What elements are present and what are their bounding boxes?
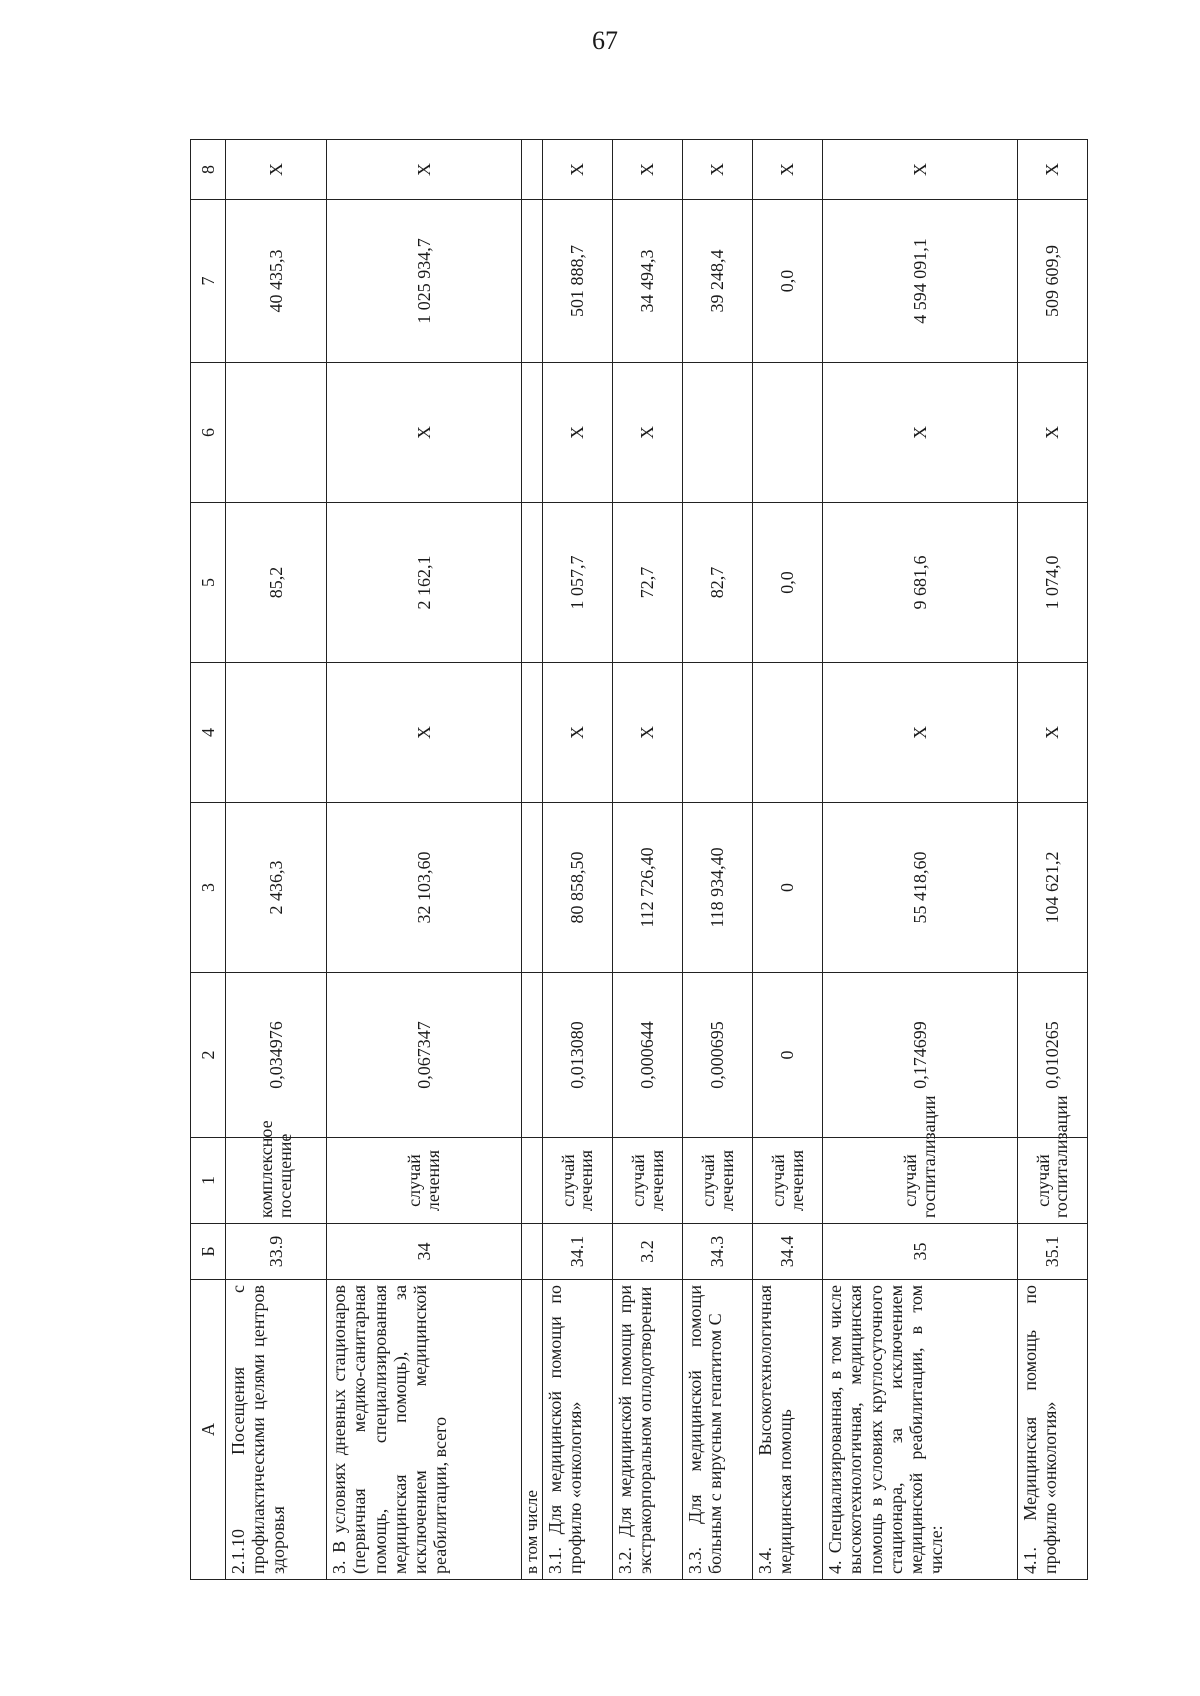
row-col8: X xyxy=(613,140,683,200)
row-col7: 509 609,9 xyxy=(1017,200,1087,363)
row-col6: X xyxy=(542,363,612,503)
row-col6: X xyxy=(327,363,522,503)
column-header: 6 xyxy=(191,363,226,503)
row-cost: 2 436,3 xyxy=(226,803,327,973)
column-header: 5 xyxy=(191,503,226,663)
row-col4: X xyxy=(542,663,612,803)
row-description: 3.2. Для медицинской помощи при экстракорпоральном оплодотворении xyxy=(613,1280,683,1580)
row-col5: 82,7 xyxy=(683,503,753,663)
table-row xyxy=(823,140,1018,1580)
row-col5: 1 057,7 xyxy=(542,503,612,663)
row-cost: 80 858,50 xyxy=(542,803,612,973)
row-col5: 2 162,1 xyxy=(327,503,522,663)
table-subheader-row xyxy=(521,140,542,1580)
row-rate: 0,174699 xyxy=(823,973,1018,1138)
row-unit: случай госпитализации xyxy=(823,1138,1018,1224)
row-col7: 0,0 xyxy=(753,200,823,363)
row-description: 4.1. Медицинская помощь по профилю «онкология» xyxy=(1017,1280,1087,1580)
row-col8: X xyxy=(753,140,823,200)
row-description: 2.1.10 Посещения с профилактическими целями центров здоровья xyxy=(226,1280,327,1580)
column-header-row xyxy=(191,140,226,1580)
column-header: 3 xyxy=(191,803,226,973)
row-code xyxy=(521,1224,542,1280)
row-col6: X xyxy=(1017,363,1087,503)
column-header: 1 xyxy=(191,1138,226,1224)
row-col7: 1 025 934,7 xyxy=(327,200,522,363)
row-col4: X xyxy=(327,663,522,803)
table-row xyxy=(683,140,753,1580)
row-col5 xyxy=(521,503,542,663)
table-row xyxy=(327,140,522,1580)
row-col7: 501 888,7 xyxy=(542,200,612,363)
row-col8: X xyxy=(327,140,522,200)
row-cost: 112 726,40 xyxy=(613,803,683,973)
row-col6 xyxy=(683,363,753,503)
row-col6: X xyxy=(823,363,1018,503)
column-header: 2 xyxy=(191,973,226,1138)
row-rate: 0,010265 xyxy=(1017,973,1087,1138)
row-col8: X xyxy=(823,140,1018,200)
row-code: 33.9 xyxy=(226,1224,327,1280)
row-code: 34.4 xyxy=(753,1224,823,1280)
row-col8: X xyxy=(683,140,753,200)
row-unit: случай лечения xyxy=(683,1138,753,1224)
row-col4 xyxy=(521,663,542,803)
row-cost: 104 621,2 xyxy=(1017,803,1087,973)
financing-table xyxy=(190,139,1088,1580)
row-code: 35 xyxy=(823,1224,1018,1280)
page-number: 67 xyxy=(592,26,618,55)
row-col6 xyxy=(521,363,542,503)
row-col5: 9 681,6 xyxy=(823,503,1018,663)
row-cost: 55 418,60 xyxy=(823,803,1018,973)
row-col7: 40 435,3 xyxy=(226,200,327,363)
row-col5: 72,7 xyxy=(613,503,683,663)
rotated-table-container xyxy=(190,140,1088,1580)
row-code: 34.1 xyxy=(542,1224,612,1280)
row-rate: 0 xyxy=(753,973,823,1138)
row-col7: 39 248,4 xyxy=(683,200,753,363)
row-col6 xyxy=(226,363,327,503)
row-col4: X xyxy=(613,663,683,803)
table-row xyxy=(226,140,327,1580)
row-col8 xyxy=(521,140,542,200)
row-col5: 0,0 xyxy=(753,503,823,663)
column-header: A xyxy=(191,1280,226,1580)
row-description: 4. Специализированная, в том числе высокотехнологичная, медицинская помощь в условиях круглосуточного стационара, за исключением медицинской реабилитации, в том числе: xyxy=(823,1280,1018,1580)
row-code: 34.3 xyxy=(683,1224,753,1280)
table-row xyxy=(1017,140,1087,1580)
row-rate: 0,000695 xyxy=(683,973,753,1138)
row-col4: X xyxy=(1017,663,1087,803)
row-cost: 118 934,40 xyxy=(683,803,753,973)
row-unit xyxy=(521,1138,542,1224)
row-unit: случай госпитализации xyxy=(1017,1138,1087,1224)
row-code: 34 xyxy=(327,1224,522,1280)
row-col4 xyxy=(753,663,823,803)
row-col4: X xyxy=(823,663,1018,803)
table-row xyxy=(753,140,823,1580)
row-description: 3.3. Для медицинской помощи больным с вирусным гепатитом С xyxy=(683,1280,753,1580)
column-header: Б xyxy=(191,1224,226,1280)
row-description: 3.1. Для медицинской помощи по профилю «онкология» xyxy=(542,1280,612,1580)
row-col5: 85,2 xyxy=(226,503,327,663)
row-unit: случай лечения xyxy=(753,1138,823,1224)
row-code: 35.1 xyxy=(1017,1224,1087,1280)
row-description: 3. В условиях дневных стационаров (первичная медико-санитарная помощь, специализированная медицинская помощь), за исключением медицинской реабилитации, всего xyxy=(327,1280,522,1580)
table-row xyxy=(613,140,683,1580)
row-cost xyxy=(521,803,542,973)
row-unit: случай лечения xyxy=(542,1138,612,1224)
row-col8: X xyxy=(542,140,612,200)
row-unit: случай лечения xyxy=(613,1138,683,1224)
column-header: 4 xyxy=(191,663,226,803)
row-unit: случай лечения xyxy=(327,1138,522,1224)
row-col5: 1 074,0 xyxy=(1017,503,1087,663)
row-col7: 4 594 091,1 xyxy=(823,200,1018,363)
row-col8: X xyxy=(226,140,327,200)
column-header: 7 xyxy=(191,200,226,363)
row-rate: 0,034976 xyxy=(226,973,327,1138)
row-rate xyxy=(521,973,542,1138)
row-col6: X xyxy=(613,363,683,503)
row-cost: 0 xyxy=(753,803,823,973)
row-rate: 0,000644 xyxy=(613,973,683,1138)
row-code: 3.2 xyxy=(613,1224,683,1280)
row-col7: 34 494,3 xyxy=(613,200,683,363)
row-rate: 0,013080 xyxy=(542,973,612,1138)
table-row xyxy=(542,140,612,1580)
row-col6 xyxy=(753,363,823,503)
row-rate: 0,067347 xyxy=(327,973,522,1138)
row-unit: комплексное посещение xyxy=(226,1138,327,1224)
row-col4 xyxy=(226,663,327,803)
row-description: 3.4. Высокотехнологичная медицинская помощь xyxy=(753,1280,823,1580)
row-col4 xyxy=(683,663,753,803)
row-description: в том числе xyxy=(521,1280,542,1580)
column-header: 8 xyxy=(191,140,226,200)
row-cost: 32 103,60 xyxy=(327,803,522,973)
row-col7 xyxy=(521,200,542,363)
row-col8: X xyxy=(1017,140,1087,200)
